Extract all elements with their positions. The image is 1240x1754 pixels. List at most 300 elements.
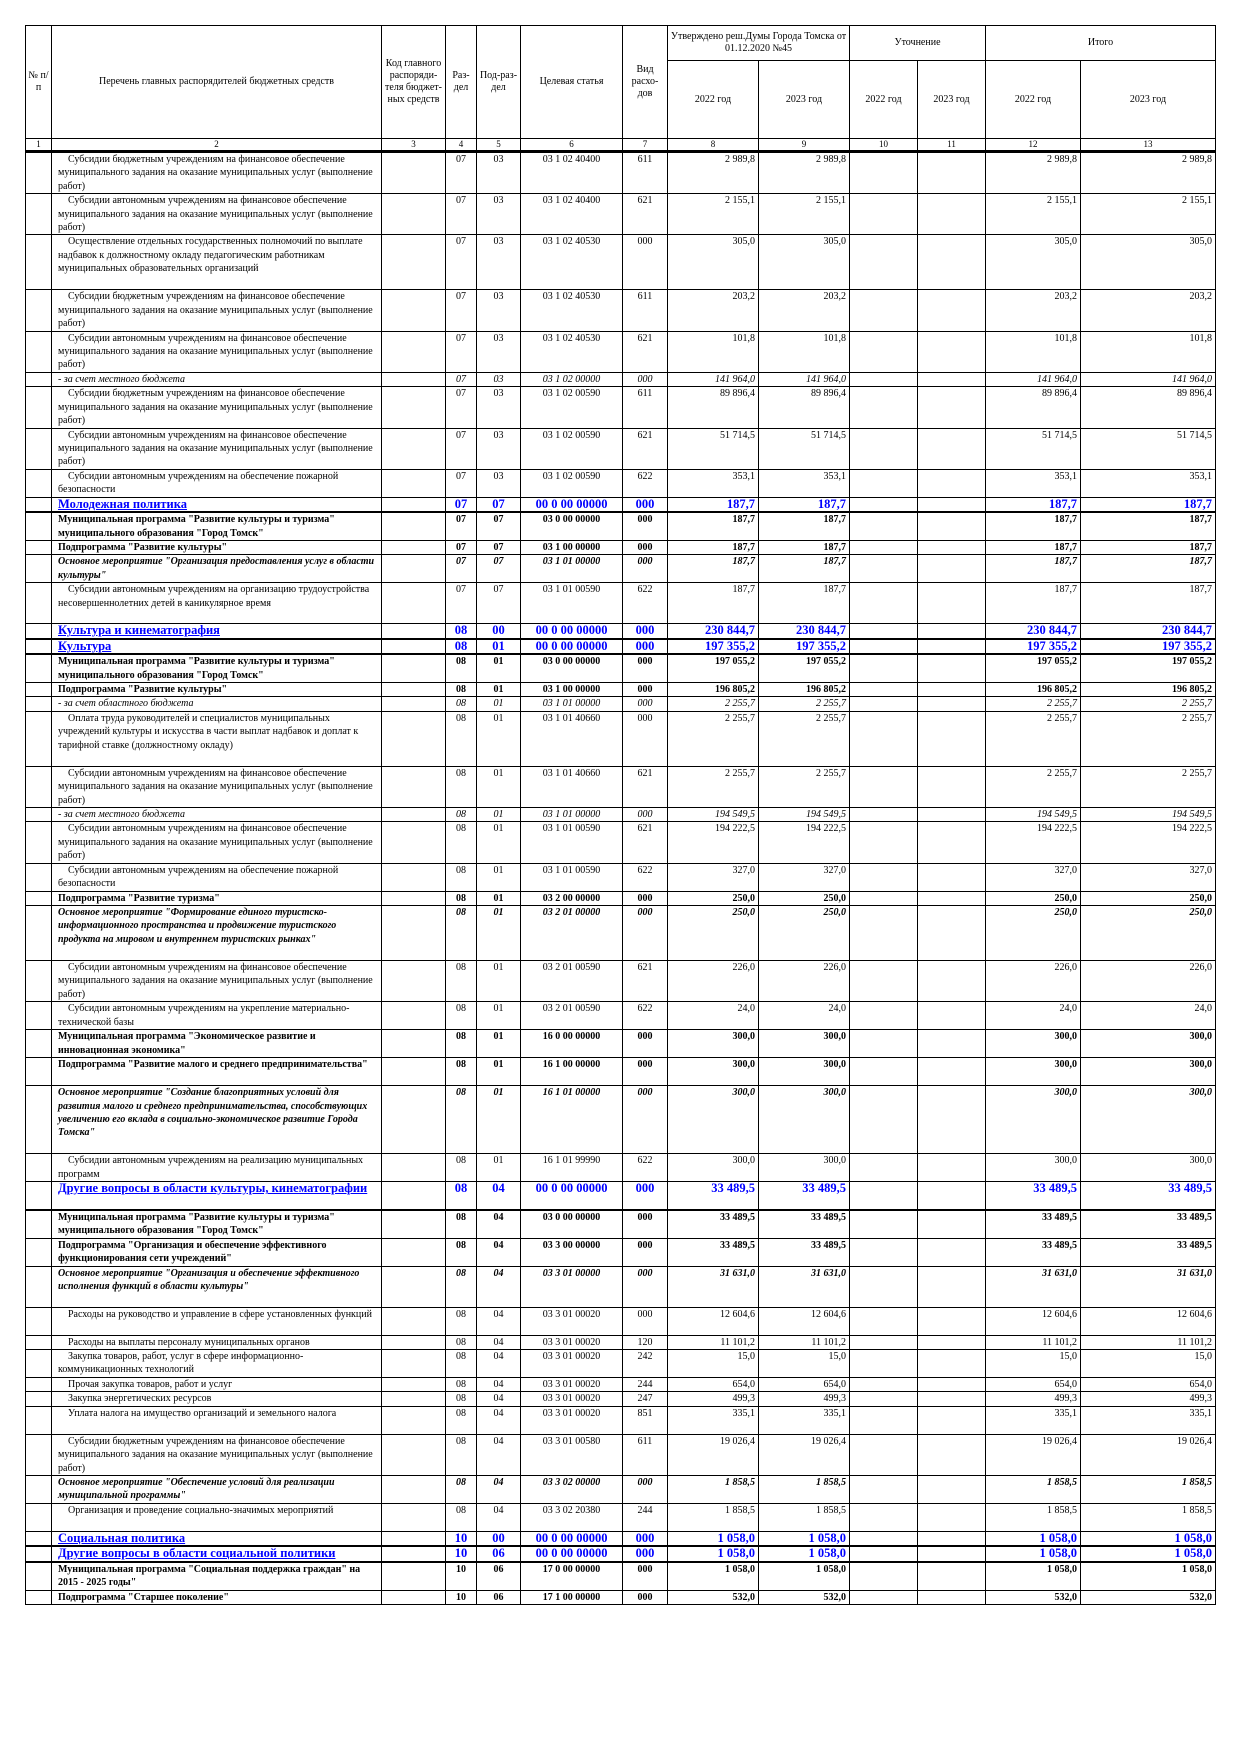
cell-total-2022: 1 058,0: [986, 1562, 1081, 1590]
table-row: [26, 1182, 1216, 1210]
cell-approved-2023: 335,1: [759, 1406, 850, 1434]
cell-approved-2023: 305,0: [759, 235, 850, 290]
cell-vid: 000: [623, 1210, 668, 1238]
cell-target: 03 1 02 00590: [521, 428, 623, 469]
cell-razdel: 08: [446, 1058, 477, 1086]
cell-razdel: 10: [446, 1562, 477, 1590]
cell-approved-2022: 101,8: [668, 331, 759, 372]
cell-clarify-2023: [918, 1086, 986, 1154]
cell-target: 00 0 00 00000: [521, 1546, 623, 1561]
cell-total-2022: 197 055,2: [986, 654, 1081, 682]
cell-num: [26, 808, 52, 822]
cell-podrazdel: 06: [477, 1590, 521, 1604]
cell-podrazdel: 04: [477, 1392, 521, 1406]
cell-total-2023: 203,2: [1081, 290, 1216, 331]
table-row: [26, 891, 1216, 905]
cell-total-2022: 1 858,5: [986, 1476, 1081, 1504]
cell-vid: 000: [623, 624, 668, 639]
cell-clarify-2023: [918, 512, 986, 540]
cell-total-2023: 187,7: [1081, 512, 1216, 540]
cell-approved-2023: 33 489,5: [759, 1238, 850, 1266]
cell-target: 00 0 00 00000: [521, 639, 623, 654]
col-number: 5: [477, 139, 521, 152]
cell-code: [382, 512, 446, 540]
cell-target: 03 1 01 00590: [521, 822, 623, 863]
cell-approved-2023: 24,0: [759, 1002, 850, 1030]
cell-podrazdel: 03: [477, 428, 521, 469]
cell-razdel: 08: [446, 766, 477, 807]
cell-razdel: 08: [446, 1434, 477, 1475]
cell-total-2022: 33 489,5: [986, 1238, 1081, 1266]
cell-podrazdel: 07: [477, 540, 521, 554]
cell-name: Субсидии бюджетным учреждениям на финансовое обеспечение муниципального задания на оказание муниципальных услуг (выполнение работ): [52, 387, 382, 428]
cell-total-2023: 1 058,0: [1081, 1562, 1216, 1590]
cell-total-2022: 2 255,7: [986, 766, 1081, 807]
cell-total-2022: 2 155,1: [986, 194, 1081, 235]
cell-name: Культура и кинематография: [52, 624, 382, 639]
cell-approved-2022: 33 489,5: [668, 1210, 759, 1238]
cell-total-2022: 300,0: [986, 1154, 1081, 1182]
table-row: [26, 822, 1216, 863]
cell-podrazdel: 04: [477, 1238, 521, 1266]
cell-approved-2023: 101,8: [759, 331, 850, 372]
cell-razdel: 08: [446, 1307, 477, 1335]
col-podrazdel-header: Под-раз-дел: [477, 26, 521, 139]
cell-vid: 000: [623, 235, 668, 290]
cell-name: Субсидии автономным учреждениям на обеспечение пожарной безопасности: [52, 863, 382, 891]
cell-vid: 000: [623, 891, 668, 905]
cell-vid: 851: [623, 1406, 668, 1434]
table-row: [26, 639, 1216, 654]
cell-target: 03 3 02 00000: [521, 1476, 623, 1504]
cell-approved-2023: 1 858,5: [759, 1476, 850, 1504]
cell-razdel: 08: [446, 1266, 477, 1307]
cell-code: [382, 961, 446, 1002]
cell-total-2023: 300,0: [1081, 1154, 1216, 1182]
cell-total-2022: 230 844,7: [986, 624, 1081, 639]
cell-vid: 621: [623, 766, 668, 807]
cell-approved-2023: 1 058,0: [759, 1532, 850, 1547]
cell-approved-2022: 24,0: [668, 1002, 759, 1030]
cell-name: Субсидии автономным учреждениям на финансовое обеспечение муниципального задания на оказание муниципальных услуг (выполнение работ): [52, 194, 382, 235]
cell-name: Подпрограмма "Развитие туризма": [52, 891, 382, 905]
cell-target: 03 1 01 00000: [521, 808, 623, 822]
cell-code: [382, 863, 446, 891]
cell-name: Закупка товаров, работ, услуг в сфере информационно-коммуникационных технологий: [52, 1349, 382, 1377]
cell-vid: 622: [623, 1002, 668, 1030]
cell-podrazdel: 03: [477, 372, 521, 386]
cell-name: Муниципальная программа "Социальная поддержка граждан" на 2015 - 2025 годы": [52, 1562, 382, 1590]
cell-name: Основное мероприятие "Создание благоприятных условий для развития малого и среднего предпринимательства, способствующих увеличению его вклада в социально-экономическое развитие Города Томска": [52, 1086, 382, 1154]
cell-podrazdel: 07: [477, 555, 521, 583]
cell-total-2023: 2 155,1: [1081, 194, 1216, 235]
cell-approved-2023: 33 489,5: [759, 1182, 850, 1210]
cell-approved-2023: 89 896,4: [759, 387, 850, 428]
table-row: [26, 194, 1216, 235]
cell-vid: 000: [623, 512, 668, 540]
cell-total-2022: 187,7: [986, 555, 1081, 583]
cell-approved-2023: 1 058,0: [759, 1546, 850, 1561]
cell-code: [382, 654, 446, 682]
cell-clarify-2022: [850, 428, 918, 469]
group-total-header: Итого: [986, 26, 1216, 61]
cell-total-2023: 1 858,5: [1081, 1476, 1216, 1504]
cell-clarify-2023: [918, 1182, 986, 1210]
approved-2023-header: 2023 год: [759, 61, 850, 139]
cell-clarify-2023: [918, 1002, 986, 1030]
cell-vid: 000: [623, 682, 668, 696]
cell-approved-2022: 11 101,2: [668, 1335, 759, 1349]
cell-clarify-2023: [918, 469, 986, 497]
cell-code: [382, 469, 446, 497]
cell-name: Социальная политика: [52, 1532, 382, 1547]
cell-code: [382, 766, 446, 807]
cell-total-2023: 197 055,2: [1081, 654, 1216, 682]
cell-clarify-2022: [850, 639, 918, 654]
cell-approved-2022: 353,1: [668, 469, 759, 497]
table-row: [26, 863, 1216, 891]
cell-clarify-2023: [918, 808, 986, 822]
cell-clarify-2022: [850, 1349, 918, 1377]
cell-code: [382, 891, 446, 905]
cell-code: [382, 624, 446, 639]
cell-razdel: 07: [446, 512, 477, 540]
col-number: 10: [850, 139, 918, 152]
cell-code: [382, 235, 446, 290]
cell-code: [382, 1434, 446, 1475]
cell-num: [26, 1406, 52, 1434]
cell-total-2023: 2 255,7: [1081, 697, 1216, 711]
table-row: [26, 1307, 1216, 1335]
cell-clarify-2023: [918, 331, 986, 372]
cell-podrazdel: 01: [477, 961, 521, 1002]
cell-razdel: 07: [446, 372, 477, 386]
cell-podrazdel: 04: [477, 1476, 521, 1504]
cell-razdel: 08: [446, 906, 477, 961]
cell-target: 03 3 01 00020: [521, 1392, 623, 1406]
cell-approved-2022: 230 844,7: [668, 624, 759, 639]
cell-total-2022: 196 805,2: [986, 682, 1081, 696]
cell-razdel: 08: [446, 1154, 477, 1182]
cell-total-2023: 141 964,0: [1081, 372, 1216, 386]
cell-code: [382, 1562, 446, 1590]
cell-total-2023: 1 058,0: [1081, 1546, 1216, 1561]
cell-podrazdel: 01: [477, 808, 521, 822]
cell-approved-2023: 196 805,2: [759, 682, 850, 696]
cell-razdel: 10: [446, 1590, 477, 1604]
cell-approved-2022: 2 255,7: [668, 766, 759, 807]
cell-razdel: 08: [446, 1086, 477, 1154]
cell-approved-2022: 203,2: [668, 290, 759, 331]
cell-total-2023: 2 989,8: [1081, 152, 1216, 194]
cell-num: [26, 1335, 52, 1349]
cell-clarify-2023: [918, 1504, 986, 1532]
table-row: [26, 624, 1216, 639]
cell-vid: 621: [623, 331, 668, 372]
cell-target: 03 3 01 00020: [521, 1307, 623, 1335]
cell-total-2023: 1 858,5: [1081, 1504, 1216, 1532]
cell-razdel: 08: [446, 682, 477, 696]
cell-name: Расходы на руководство и управление в сфере установленных функций: [52, 1307, 382, 1335]
col-number: 1: [26, 139, 52, 152]
cell-podrazdel: 04: [477, 1349, 521, 1377]
cell-num: [26, 654, 52, 682]
cell-target: 16 1 00 00000: [521, 1058, 623, 1086]
cell-podrazdel: 07: [477, 512, 521, 540]
cell-clarify-2023: [918, 682, 986, 696]
cell-approved-2023: 1 858,5: [759, 1504, 850, 1532]
cell-code: [382, 906, 446, 961]
cell-name: Подпрограмма "Старшее поколение": [52, 1590, 382, 1604]
table-row: [26, 1504, 1216, 1532]
cell-total-2023: 194 549,5: [1081, 808, 1216, 822]
cell-target: 03 1 02 40530: [521, 331, 623, 372]
cell-approved-2022: 250,0: [668, 891, 759, 905]
cell-approved-2023: 31 631,0: [759, 1266, 850, 1307]
cell-podrazdel: 01: [477, 1002, 521, 1030]
cell-target: 03 2 01 00000: [521, 906, 623, 961]
cell-clarify-2022: [850, 697, 918, 711]
cell-total-2022: 300,0: [986, 1086, 1081, 1154]
cell-clarify-2023: [918, 1349, 986, 1377]
cell-clarify-2023: [918, 654, 986, 682]
cell-name: Субсидии автономным учреждениям на укрепление материально-технической базы: [52, 1002, 382, 1030]
cell-podrazdel: 01: [477, 906, 521, 961]
cell-approved-2023: 187,7: [759, 540, 850, 554]
cell-approved-2023: 15,0: [759, 1349, 850, 1377]
cell-razdel: 10: [446, 1532, 477, 1547]
cell-razdel: 08: [446, 1182, 477, 1210]
total-2022-header: 2022 год: [986, 61, 1081, 139]
cell-vid: 622: [623, 469, 668, 497]
cell-vid: 000: [623, 1590, 668, 1604]
cell-num: [26, 1532, 52, 1547]
cell-clarify-2022: [850, 583, 918, 624]
cell-approved-2023: 2 255,7: [759, 711, 850, 766]
cell-target: 03 1 02 00590: [521, 469, 623, 497]
cell-razdel: 08: [446, 1349, 477, 1377]
cell-clarify-2022: [850, 766, 918, 807]
cell-approved-2023: 197 355,2: [759, 639, 850, 654]
cell-clarify-2022: [850, 1476, 918, 1504]
cell-target: 03 2 01 00590: [521, 961, 623, 1002]
cell-approved-2023: 654,0: [759, 1377, 850, 1391]
cell-code: [382, 1182, 446, 1210]
cell-approved-2022: 335,1: [668, 1406, 759, 1434]
cell-code: [382, 583, 446, 624]
cell-razdel: 08: [446, 961, 477, 1002]
cell-total-2023: 2 255,7: [1081, 766, 1216, 807]
cell-approved-2023: 327,0: [759, 863, 850, 891]
table-row: [26, 1349, 1216, 1377]
cell-code: [382, 372, 446, 386]
table-row: [26, 583, 1216, 624]
cell-name: Субсидии бюджетным учреждениям на финансовое обеспечение муниципального задания на оказание муниципальных услуг (выполнение работ): [52, 290, 382, 331]
cell-razdel: 08: [446, 891, 477, 905]
cell-podrazdel: 06: [477, 1546, 521, 1561]
table-row: [26, 1392, 1216, 1406]
cell-name: Муниципальная программа "Экономическое развитие и инновационная экономика": [52, 1030, 382, 1058]
cell-clarify-2023: [918, 583, 986, 624]
cell-name: Другие вопросы в области социальной политики: [52, 1546, 382, 1561]
cell-razdel: 08: [446, 1030, 477, 1058]
cell-num: [26, 497, 52, 512]
cell-approved-2022: 194 222,5: [668, 822, 759, 863]
cell-num: [26, 1392, 52, 1406]
cell-target: 03 3 01 00020: [521, 1377, 623, 1391]
cell-total-2023: 250,0: [1081, 906, 1216, 961]
cell-approved-2022: 194 549,5: [668, 808, 759, 822]
cell-target: 03 1 02 40400: [521, 152, 623, 194]
cell-razdel: 08: [446, 1210, 477, 1238]
cell-total-2023: 15,0: [1081, 1349, 1216, 1377]
cell-num: [26, 906, 52, 961]
cell-num: [26, 682, 52, 696]
cell-razdel: 08: [446, 697, 477, 711]
cell-approved-2022: 187,7: [668, 497, 759, 512]
cell-clarify-2022: [850, 961, 918, 1002]
cell-clarify-2022: [850, 1266, 918, 1307]
budget-table: [25, 25, 1216, 1605]
cell-target: 00 0 00 00000: [521, 624, 623, 639]
cell-num: [26, 639, 52, 654]
cell-clarify-2022: [850, 1210, 918, 1238]
cell-podrazdel: 04: [477, 1377, 521, 1391]
cell-num: [26, 387, 52, 428]
cell-vid: 120: [623, 1335, 668, 1349]
cell-total-2022: 305,0: [986, 235, 1081, 290]
cell-podrazdel: 01: [477, 863, 521, 891]
cell-razdel: 07: [446, 428, 477, 469]
cell-total-2023: 197 355,2: [1081, 639, 1216, 654]
cell-clarify-2023: [918, 766, 986, 807]
table-row: [26, 1086, 1216, 1154]
cell-target: 03 2 01 00590: [521, 1002, 623, 1030]
table-row: [26, 682, 1216, 696]
table-row: [26, 808, 1216, 822]
cell-code: [382, 682, 446, 696]
cell-num: [26, 540, 52, 554]
cell-razdel: 08: [446, 654, 477, 682]
cell-total-2022: 300,0: [986, 1030, 1081, 1058]
cell-target: 03 1 01 00000: [521, 555, 623, 583]
cell-vid: 000: [623, 906, 668, 961]
cell-clarify-2022: [850, 194, 918, 235]
cell-clarify-2023: [918, 1238, 986, 1266]
cell-approved-2023: 300,0: [759, 1030, 850, 1058]
cell-target: 17 1 00 00000: [521, 1590, 623, 1604]
cell-podrazdel: 01: [477, 822, 521, 863]
cell-name: Основное мероприятие "Организация и обеспечение эффективного исполнения функций в области культуры": [52, 1266, 382, 1307]
table-row: [26, 1434, 1216, 1475]
cell-clarify-2022: [850, 1377, 918, 1391]
cell-total-2022: 19 026,4: [986, 1434, 1081, 1475]
col-number: 8: [668, 139, 759, 152]
cell-num: [26, 1434, 52, 1475]
cell-approved-2022: 196 805,2: [668, 682, 759, 696]
cell-target: 03 0 00 00000: [521, 654, 623, 682]
cell-podrazdel: 03: [477, 469, 521, 497]
cell-podrazdel: 01: [477, 1058, 521, 1086]
cell-podrazdel: 03: [477, 331, 521, 372]
cell-code: [382, 331, 446, 372]
cell-name: Субсидии автономным учреждениям на финансовое обеспечение муниципального задания на оказание муниципальных услуг (выполнение работ): [52, 961, 382, 1002]
cell-approved-2022: 1 058,0: [668, 1546, 759, 1561]
cell-code: [382, 152, 446, 194]
cell-vid: 000: [623, 639, 668, 654]
cell-name: Оплата труда руководителей и специалистов муниципальных учреждений культуры и искусства в части выплат надбавок и доплат к тарифной ставке (должностному окладу): [52, 711, 382, 766]
cell-approved-2023: 2 155,1: [759, 194, 850, 235]
cell-clarify-2023: [918, 194, 986, 235]
cell-total-2023: 196 805,2: [1081, 682, 1216, 696]
cell-code: [382, 1030, 446, 1058]
cell-name: Подпрограмма "Развитие культуры": [52, 682, 382, 696]
cell-approved-2023: 226,0: [759, 961, 850, 1002]
cell-total-2023: 532,0: [1081, 1590, 1216, 1604]
cell-clarify-2023: [918, 697, 986, 711]
cell-total-2022: 194 549,5: [986, 808, 1081, 822]
cell-code: [382, 387, 446, 428]
cell-name: - за счет местного бюджета: [52, 372, 382, 386]
col-number: 11: [918, 139, 986, 152]
cell-code: [382, 1307, 446, 1335]
cell-name: Основное мероприятие "Формирование единого туристско-информационного пространства и продвижение туристского продукта на мировом и внутреннем туристских рынках": [52, 906, 382, 961]
cell-approved-2023: 2 255,7: [759, 766, 850, 807]
cell-podrazdel: 06: [477, 1562, 521, 1590]
cell-clarify-2023: [918, 906, 986, 961]
col-number: 13: [1081, 139, 1216, 152]
cell-code: [382, 1210, 446, 1238]
cell-clarify-2023: [918, 387, 986, 428]
cell-approved-2022: 300,0: [668, 1058, 759, 1086]
cell-clarify-2022: [850, 654, 918, 682]
cell-total-2022: 250,0: [986, 906, 1081, 961]
cell-total-2022: 31 631,0: [986, 1266, 1081, 1307]
cell-total-2022: 203,2: [986, 290, 1081, 331]
cell-clarify-2022: [850, 1562, 918, 1590]
cell-clarify-2022: [850, 331, 918, 372]
cell-num: [26, 1266, 52, 1307]
cell-clarify-2022: [850, 1238, 918, 1266]
cell-razdel: 08: [446, 1238, 477, 1266]
cell-code: [382, 497, 446, 512]
cell-approved-2022: 33 489,5: [668, 1182, 759, 1210]
cell-clarify-2022: [850, 372, 918, 386]
cell-approved-2023: 33 489,5: [759, 1210, 850, 1238]
cell-name: Субсидии бюджетным учреждениям на финансовое обеспечение муниципального задания на оказание муниципальных услуг (выполнение работ): [52, 152, 382, 194]
cell-approved-2022: 300,0: [668, 1086, 759, 1154]
table-row: [26, 540, 1216, 554]
table-row: [26, 512, 1216, 540]
cell-name: Молодежная политика: [52, 497, 382, 512]
cell-clarify-2022: [850, 682, 918, 696]
cell-total-2023: 335,1: [1081, 1406, 1216, 1434]
cell-name: Субсидии бюджетным учреждениям на финансовое обеспечение муниципального задания на оказание муниципальных услуг (выполнение работ): [52, 1434, 382, 1475]
cell-approved-2023: 197 055,2: [759, 654, 850, 682]
table-row: [26, 1532, 1216, 1547]
cell-name: Муниципальная программа "Развитие культуры и туризма" муниципального образования "Город Томск": [52, 1210, 382, 1238]
cell-total-2023: 24,0: [1081, 1002, 1216, 1030]
table-row: [26, 766, 1216, 807]
cell-num: [26, 624, 52, 639]
cell-podrazdel: 01: [477, 682, 521, 696]
cell-total-2022: 11 101,2: [986, 1335, 1081, 1349]
cell-num: [26, 469, 52, 497]
cell-num: [26, 711, 52, 766]
cell-total-2022: 654,0: [986, 1377, 1081, 1391]
cell-total-2023: 654,0: [1081, 1377, 1216, 1391]
cell-vid: 000: [623, 497, 668, 512]
